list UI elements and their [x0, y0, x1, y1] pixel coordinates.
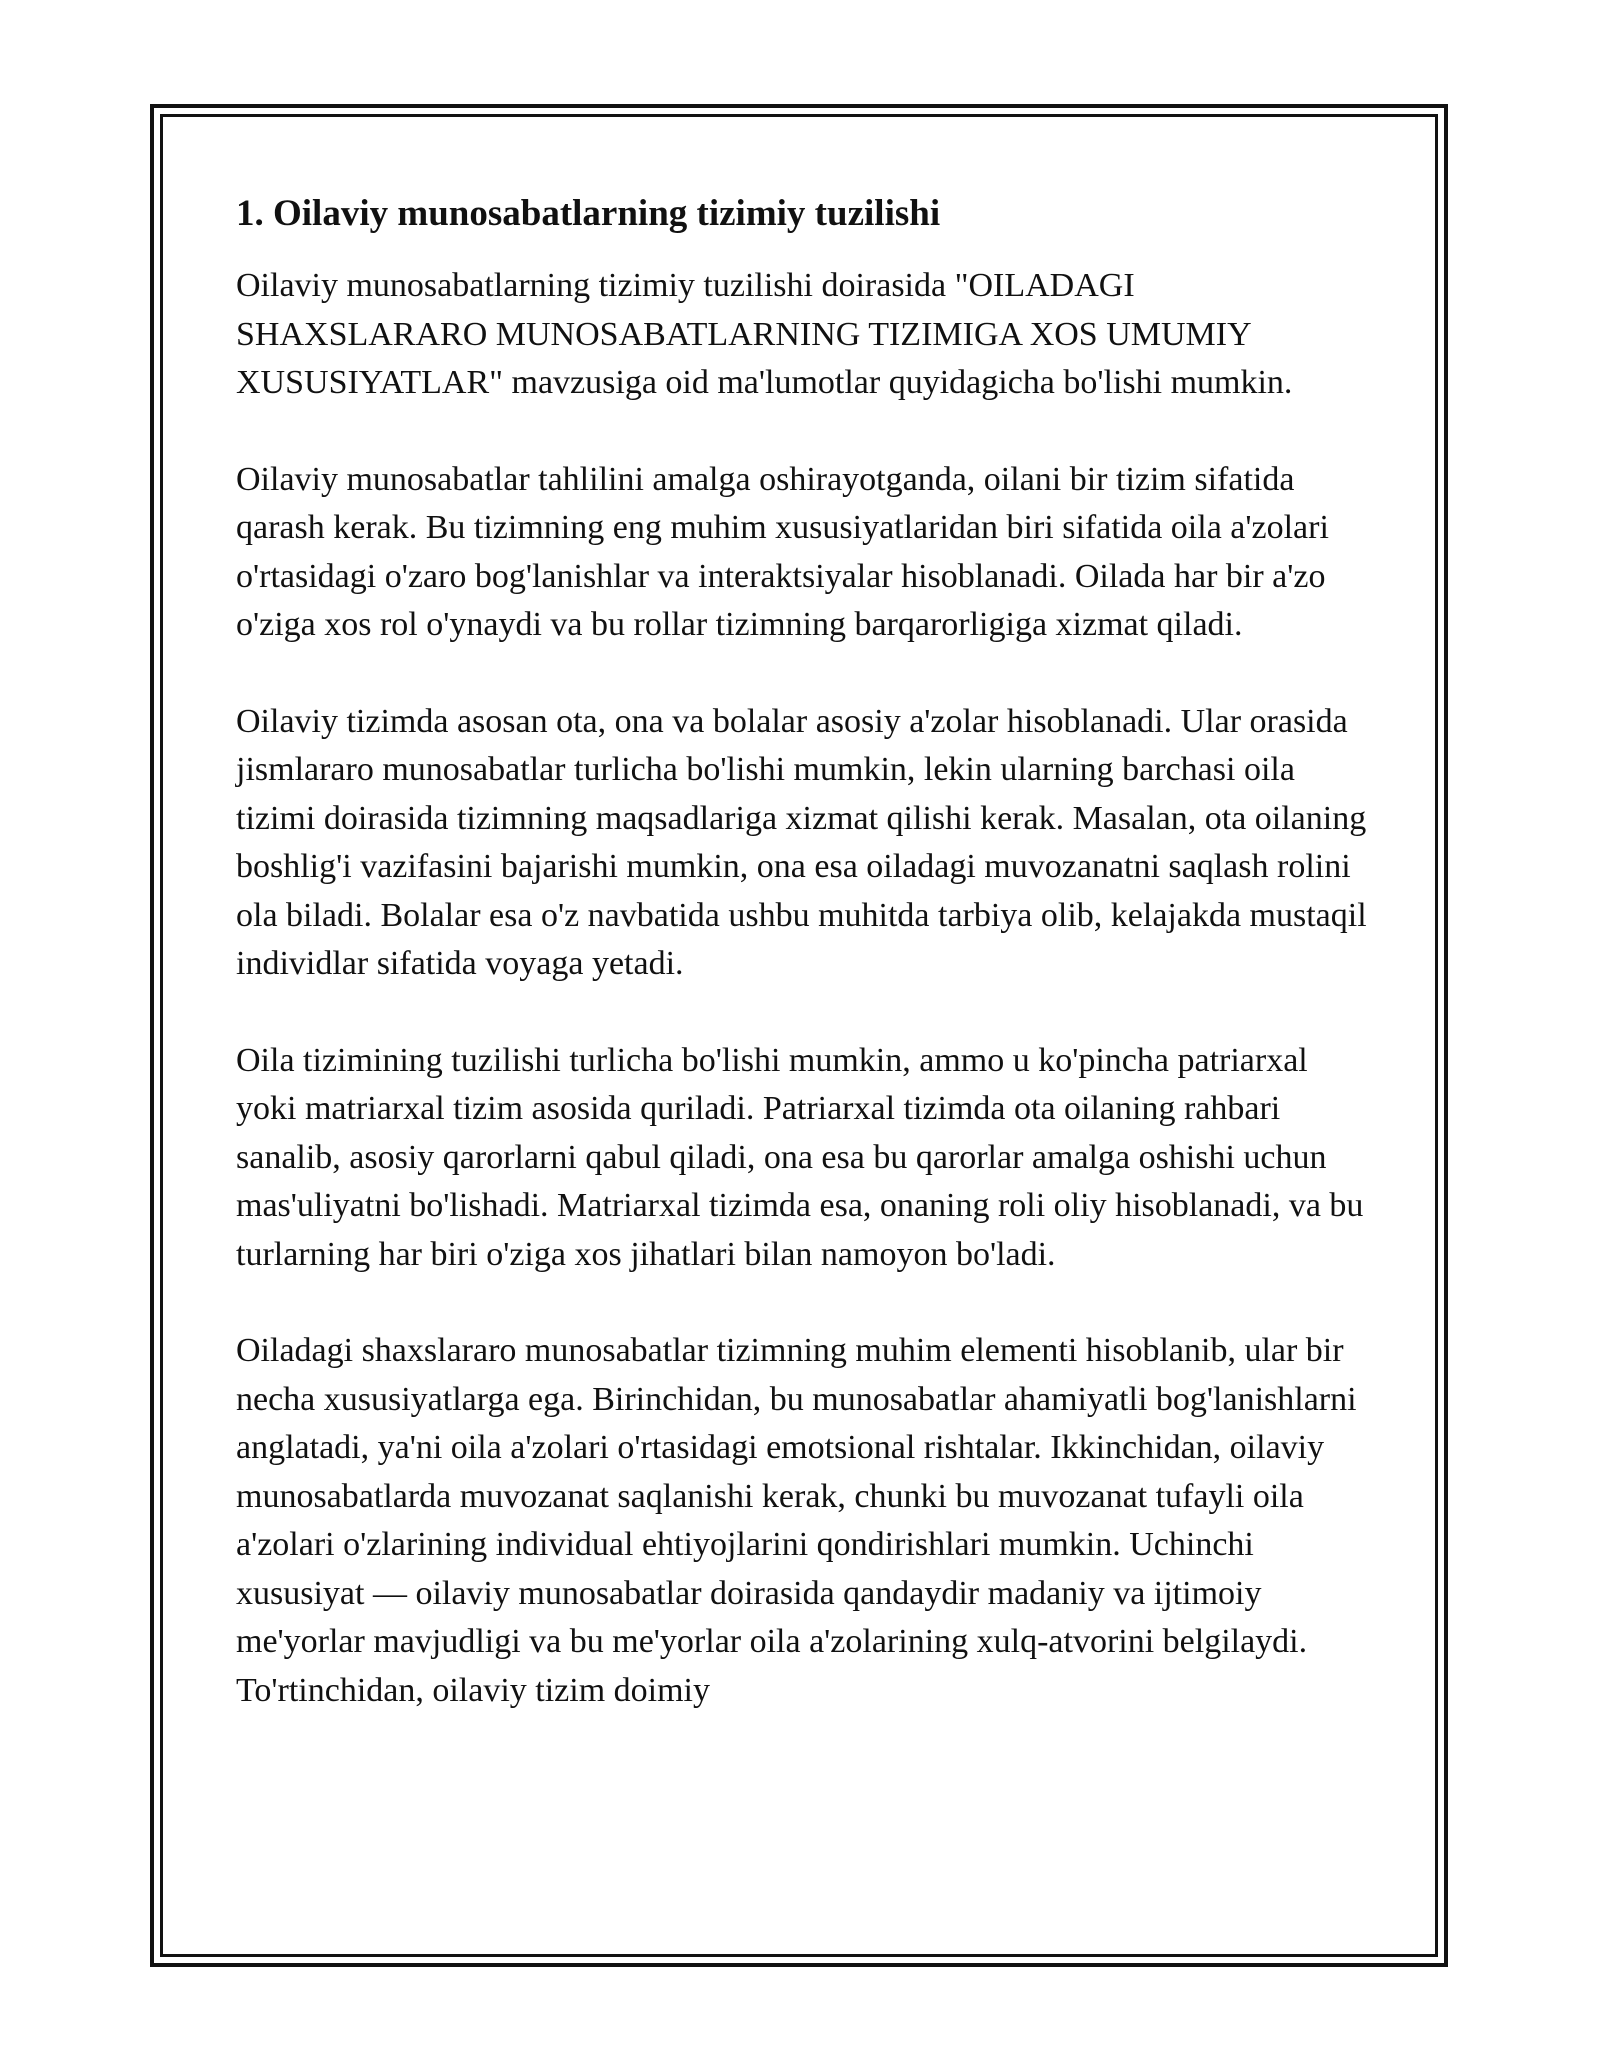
paragraph-system-structure: Oila tizimining tuzilishi turlicha bo'lishi mumkin, ammo u ko'pincha patriarxal yoki matriarxal tizim asosida quriladi. Patriarxal tizimda ota oilaning rahbari sanalib, asosiy qarorlarni qabul qiladi, ona esa bu qarorlar amalga oshishi uchun mas'uliyatni bo'lishadi. Matriarxal tizimda esa, onaning roli oliy hisoblanadi, va bu turlarning har biri o'ziga xos jihatlari bilan namoyon bo'ladi. — [236, 1041, 1364, 1273]
paragraph-interpersonal-features: Oiladagi shaxslararo munosabatlar tizimning muhim elementi hisoblanib, ular bir necha xususiyatlarga ega. Birinchidan, bu munosabatlar ahamiyatli bog'lanishlarni anglatadi, ya'ni oila a'zolari o'rtasidagi emotsional rishtalar. Ikkinchidan, oilaviy munosabatlarda muvozanat saqlanishi kerak, chunki bu muvozanat tufayli oila a'zolari o'zlarining individual ehtiyojlarini qondirishlari mumkin. Uchinchi xususiyat — oilaviy munosabatlar doirasida qandaydir madaniy va ijtimoiy me'yorlar mavjudligi va bu me'yorlar oila a'zolarining xulq-atvorini belgilaydi. To'rtinchidan, oilaviy tizim doimiy — [236, 1332, 1357, 1709]
paragraph-family-as-system: Oilaviy munosabatlar tahlilini amalga oshirayotganda, oilani bir tizim sifatida qarash kerak. Bu tizimning eng muhim xususiyatlaridan biri sifatida oila a'zolari o'rtasidagi o'zaro bog'lanishlar va interaktsiyalar hisoblanadi. Oilada har bir a'zo o'ziga xos rol o'ynaydi va bu rollar tizimning barqarorligiga xizmat qiladi. — [236, 460, 1329, 643]
document-body — [236, 190, 1376, 1763]
section-heading: 1. Oilaviy munosabatlarning tizimiy tuzilishi — [236, 193, 941, 234]
paragraph-intro: Oilaviy munosabatlarning tizimiy tuzilishi doirasida "OILADAGI SHAXSLARARO MUNOSABATLARNING TIZIMIGA XOS UMUMIY XUSUSIYATLAR" mavzusiga oid ma'lumotlar quyidagicha bo'lishi mumkin. — [236, 267, 1293, 401]
paragraph-family-members: Oilaviy tizimda asosan ota, ona va bolalar asosiy a'zolar hisoblanadi. Ular orasida jismlararo munosabatlar turlicha bo'lishi mumkin, lekin ularning barchasi oila tizimi doirasida tizimning maqsadlariga xizmat qilishi kerak. Masalan, ota oilaning boshlig'i vazifasini bajarishi mumkin, ona esa oiladagi muvozanatni saqlash rolini ola biladi. Bolalar esa o'z navbatida ushbu muhitda tarbiya olib, kelajakda mustaqil individlar sifatida voyaga yetadi. — [236, 702, 1367, 982]
